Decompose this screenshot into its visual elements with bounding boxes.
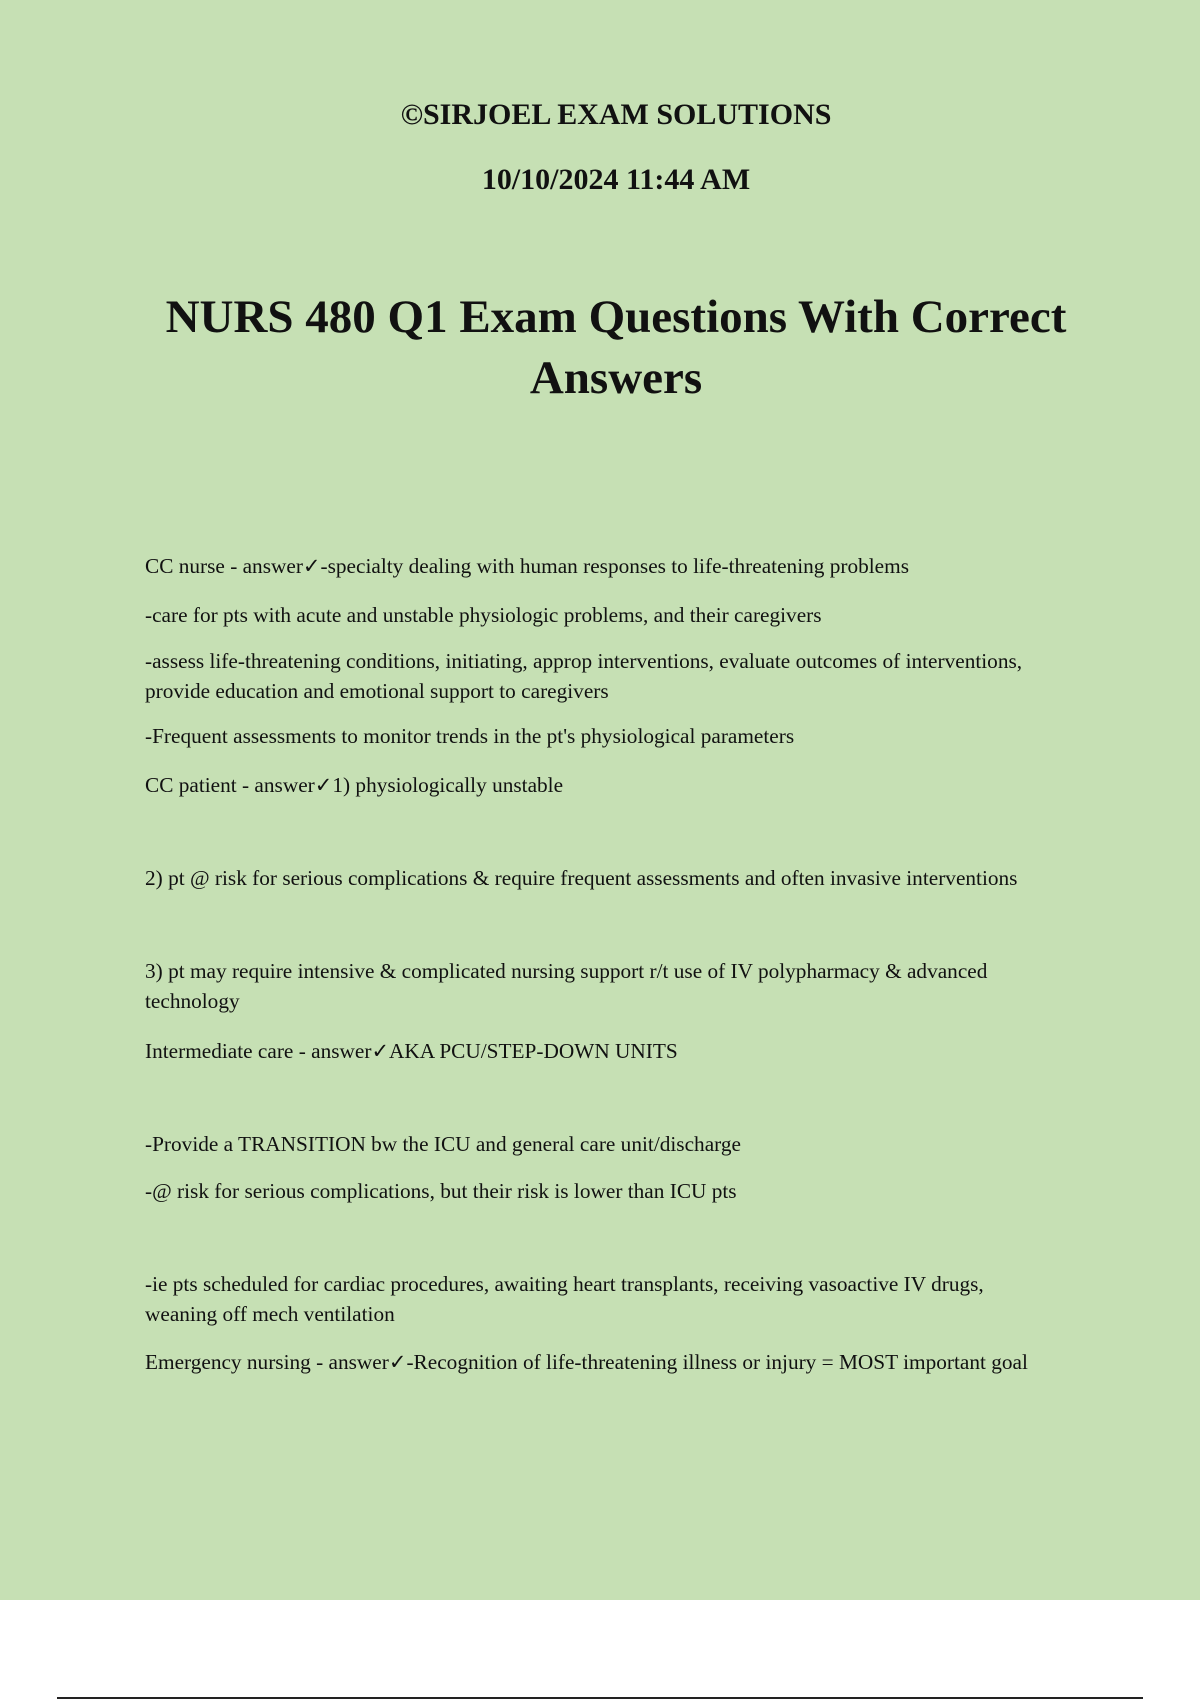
footer-rule <box>57 1697 1143 1699</box>
answer-line: -assess life-threatening conditions, initiating, approp interventions, evaluate outcomes of interventions, provide education and emotional support to caregivers <box>145 649 1023 703</box>
qa-item-cc-nurse <box>145 551 1045 581</box>
answer-text: AKA PCU/STEP-DOWN UNITS <box>389 1039 678 1063</box>
brand-header: ©SIRJOEL EXAM SOLUTIONS <box>400 98 832 131</box>
checkmark-icon: ✓ <box>314 773 333 797</box>
answer-text: 1) physiologically unstable <box>332 773 564 797</box>
qa-item-cc-patient <box>145 770 1045 800</box>
timestamp: 10/10/2024 11:44 AM <box>481 163 751 196</box>
answer-line: -care for pts with acute and unstable physiologic problems, and their caregivers <box>145 603 822 627</box>
answer-line: 3) pt may require intensive & complicated nursing support r/t use of IV polypharmacy & advanced technology <box>145 959 988 1013</box>
answer-line: 2) pt @ risk for serious complications & require frequent assessments and often invasive interventions <box>145 866 1018 890</box>
checkmark-icon: ✓ <box>388 1350 407 1374</box>
answer-text: -Recognition of life-threatening illness or injury = MOST important goal <box>406 1350 1028 1374</box>
answer-line: -Provide a TRANSITION bw the ICU and general care unit/discharge <box>145 1132 741 1156</box>
qa-item-intermediate-care <box>145 1036 1045 1066</box>
document-title: NURS 480 Q1 Exam Questions With Correct Answers <box>165 291 1067 404</box>
question-term: Emergency nursing - answer <box>145 1350 389 1374</box>
answer-text: -specialty dealing with human responses to life-threatening problems <box>320 554 909 578</box>
qa-item-emergency-nursing <box>145 1347 1045 1377</box>
question-term: Intermediate care - answer <box>145 1039 372 1063</box>
checkmark-icon: ✓ <box>371 1039 390 1063</box>
question-term: CC nurse - answer <box>145 554 303 578</box>
document-body <box>145 551 1045 1377</box>
question-term: CC patient - answer <box>145 773 315 797</box>
answer-line: -ie pts scheduled for cardiac procedures, awaiting heart transplants, receiving vasoactive IV drugs, weaning off mech ventilation <box>145 1272 984 1326</box>
checkmark-icon: ✓ <box>302 554 321 578</box>
answer-line: -Frequent assessments to monitor trends in the pt's physiological parameters <box>145 724 795 748</box>
answer-line: -@ risk for serious complications, but their risk is lower than ICU pts <box>145 1179 737 1203</box>
